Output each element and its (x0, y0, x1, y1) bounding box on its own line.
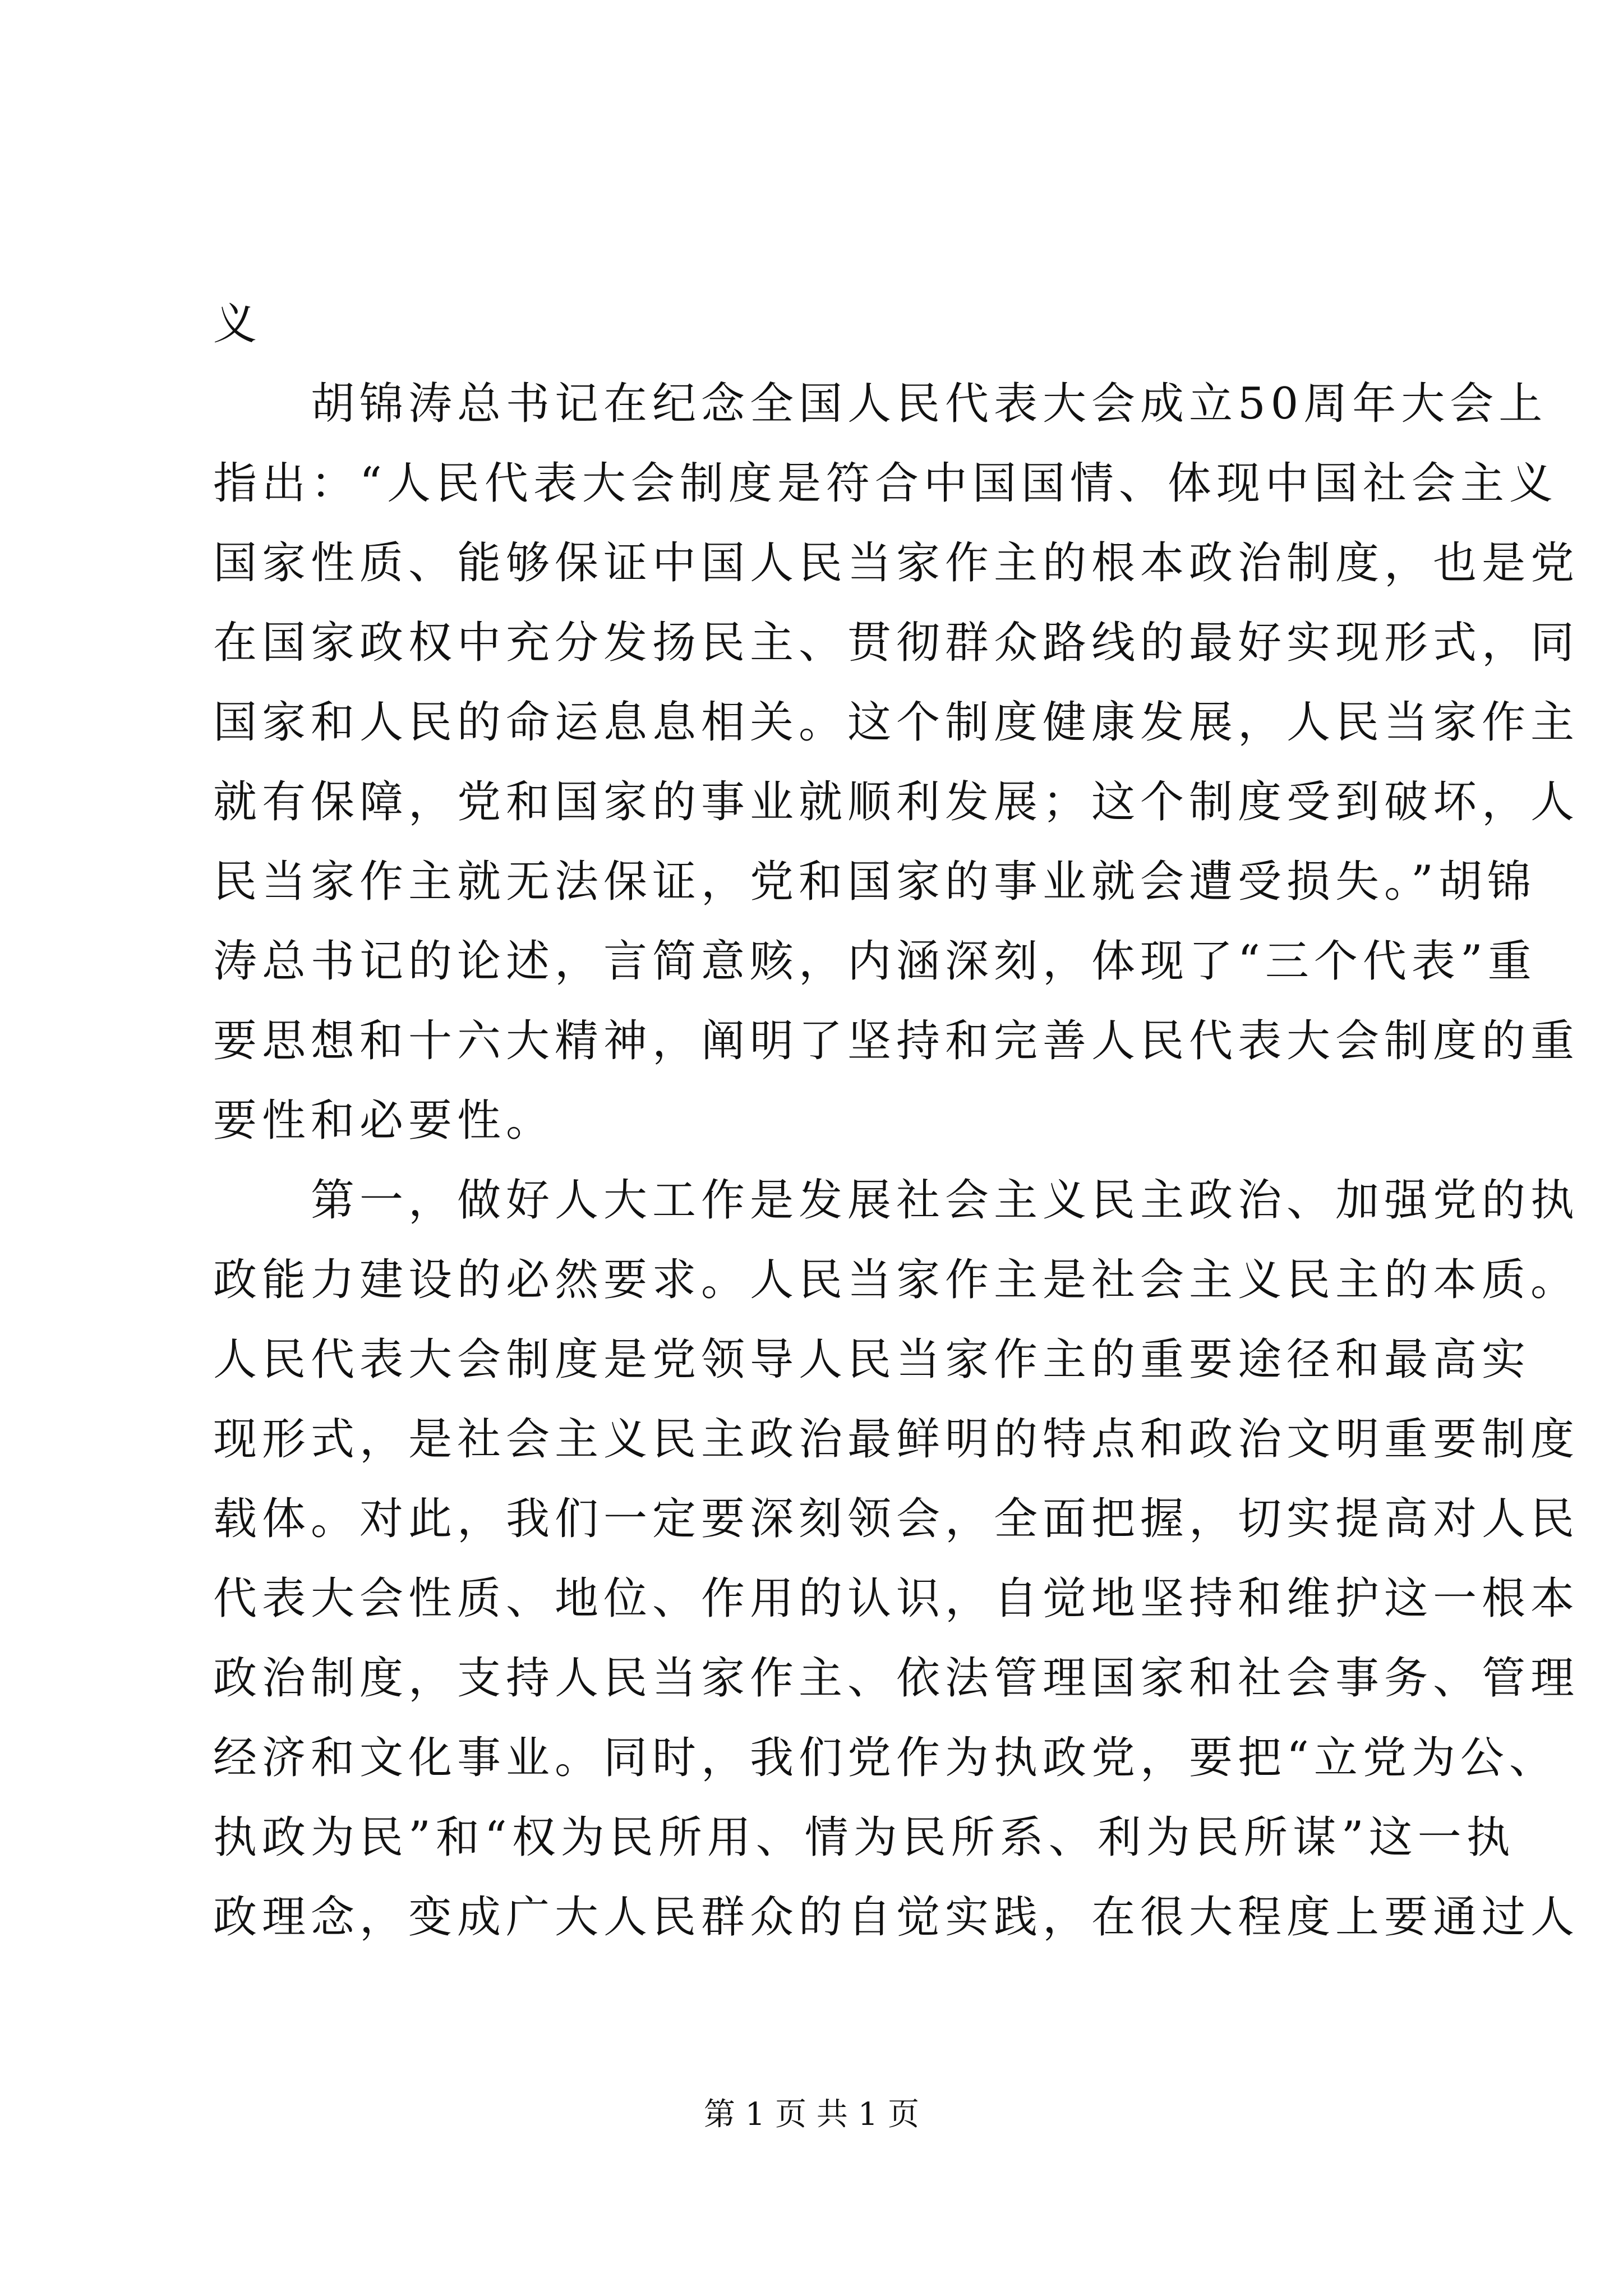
text-line: 就有保障，党和国家的事业就顺利发展；这个制度受到破坏，人 (213, 777, 1580, 827)
text-line: 代表大会性质、地位、作用的认识，自觉地坚持和维护这一根本 (213, 1573, 1580, 1624)
text-line: 现形式，是社会主义民主政治最鲜明的特点和政治文明重要制度 (213, 1414, 1580, 1465)
text-line: 国家性质、能够保证中国人民当家作主的根本政治制度，也是党 (213, 538, 1580, 588)
text-line: 在国家政权中充分发扬民主、贯彻群众路线的最好实现形式，同 (213, 618, 1580, 668)
text-line: 第一，做好人大工作是发展社会主义民主政治、加强党的执 (213, 1175, 1580, 1226)
text-line: 执政为民”和“权为民所用、情为民所系、利为民所谋”这一执 (213, 1812, 1515, 1863)
text-line: 要性和必要性。 (213, 1096, 555, 1146)
document-body (213, 297, 1580, 1970)
text-line: 要思想和十六大精神，阐明了坚持和完善人民代表大会制度的重 (213, 1016, 1580, 1066)
text-line: 政能力建设的必然要求。人民当家作主是社会主义民主的本质。 (213, 1255, 1580, 1305)
text-line: 人民代表大会制度是党领导人民当家作主的重要途径和最高实 (213, 1335, 1531, 1385)
text-line: 义 (213, 299, 262, 349)
text-line: 国家和人民的命运息息相关。这个制度健康发展，人民当家作主 (213, 697, 1580, 748)
text-line: 胡锦涛总书记在纪念全国人民代表大会成立50周年大会上 (213, 379, 1548, 429)
page-footer: 第 1 页 共 1 页 (703, 2096, 920, 2133)
text-line: 民当家作主就无法保证，党和国家的事业就会遭受损失。”胡锦 (213, 857, 1536, 907)
text-line: 涛总书记的论述，言简意赅，内涵深刻，体现了“三个代表”重 (213, 936, 1537, 987)
text-line: 政理念，变成广大人民群众的自觉实践，在很大程度上要通过人 (213, 1892, 1580, 1943)
text-line: 经济和文化事业。同时，我们党作为执政党，要把“立党为公、 (213, 1733, 1558, 1783)
text-line: 指出：“人民代表大会制度是符合中国国情、体现中国社会主义 (213, 458, 1558, 509)
text-line: 政治制度，支持人民当家作主、依法管理国家和社会事务、管理 (213, 1653, 1580, 1704)
text-line: 载体。对此，我们一定要深刻领会，全面把握，切实提高对人民 (213, 1494, 1580, 1544)
